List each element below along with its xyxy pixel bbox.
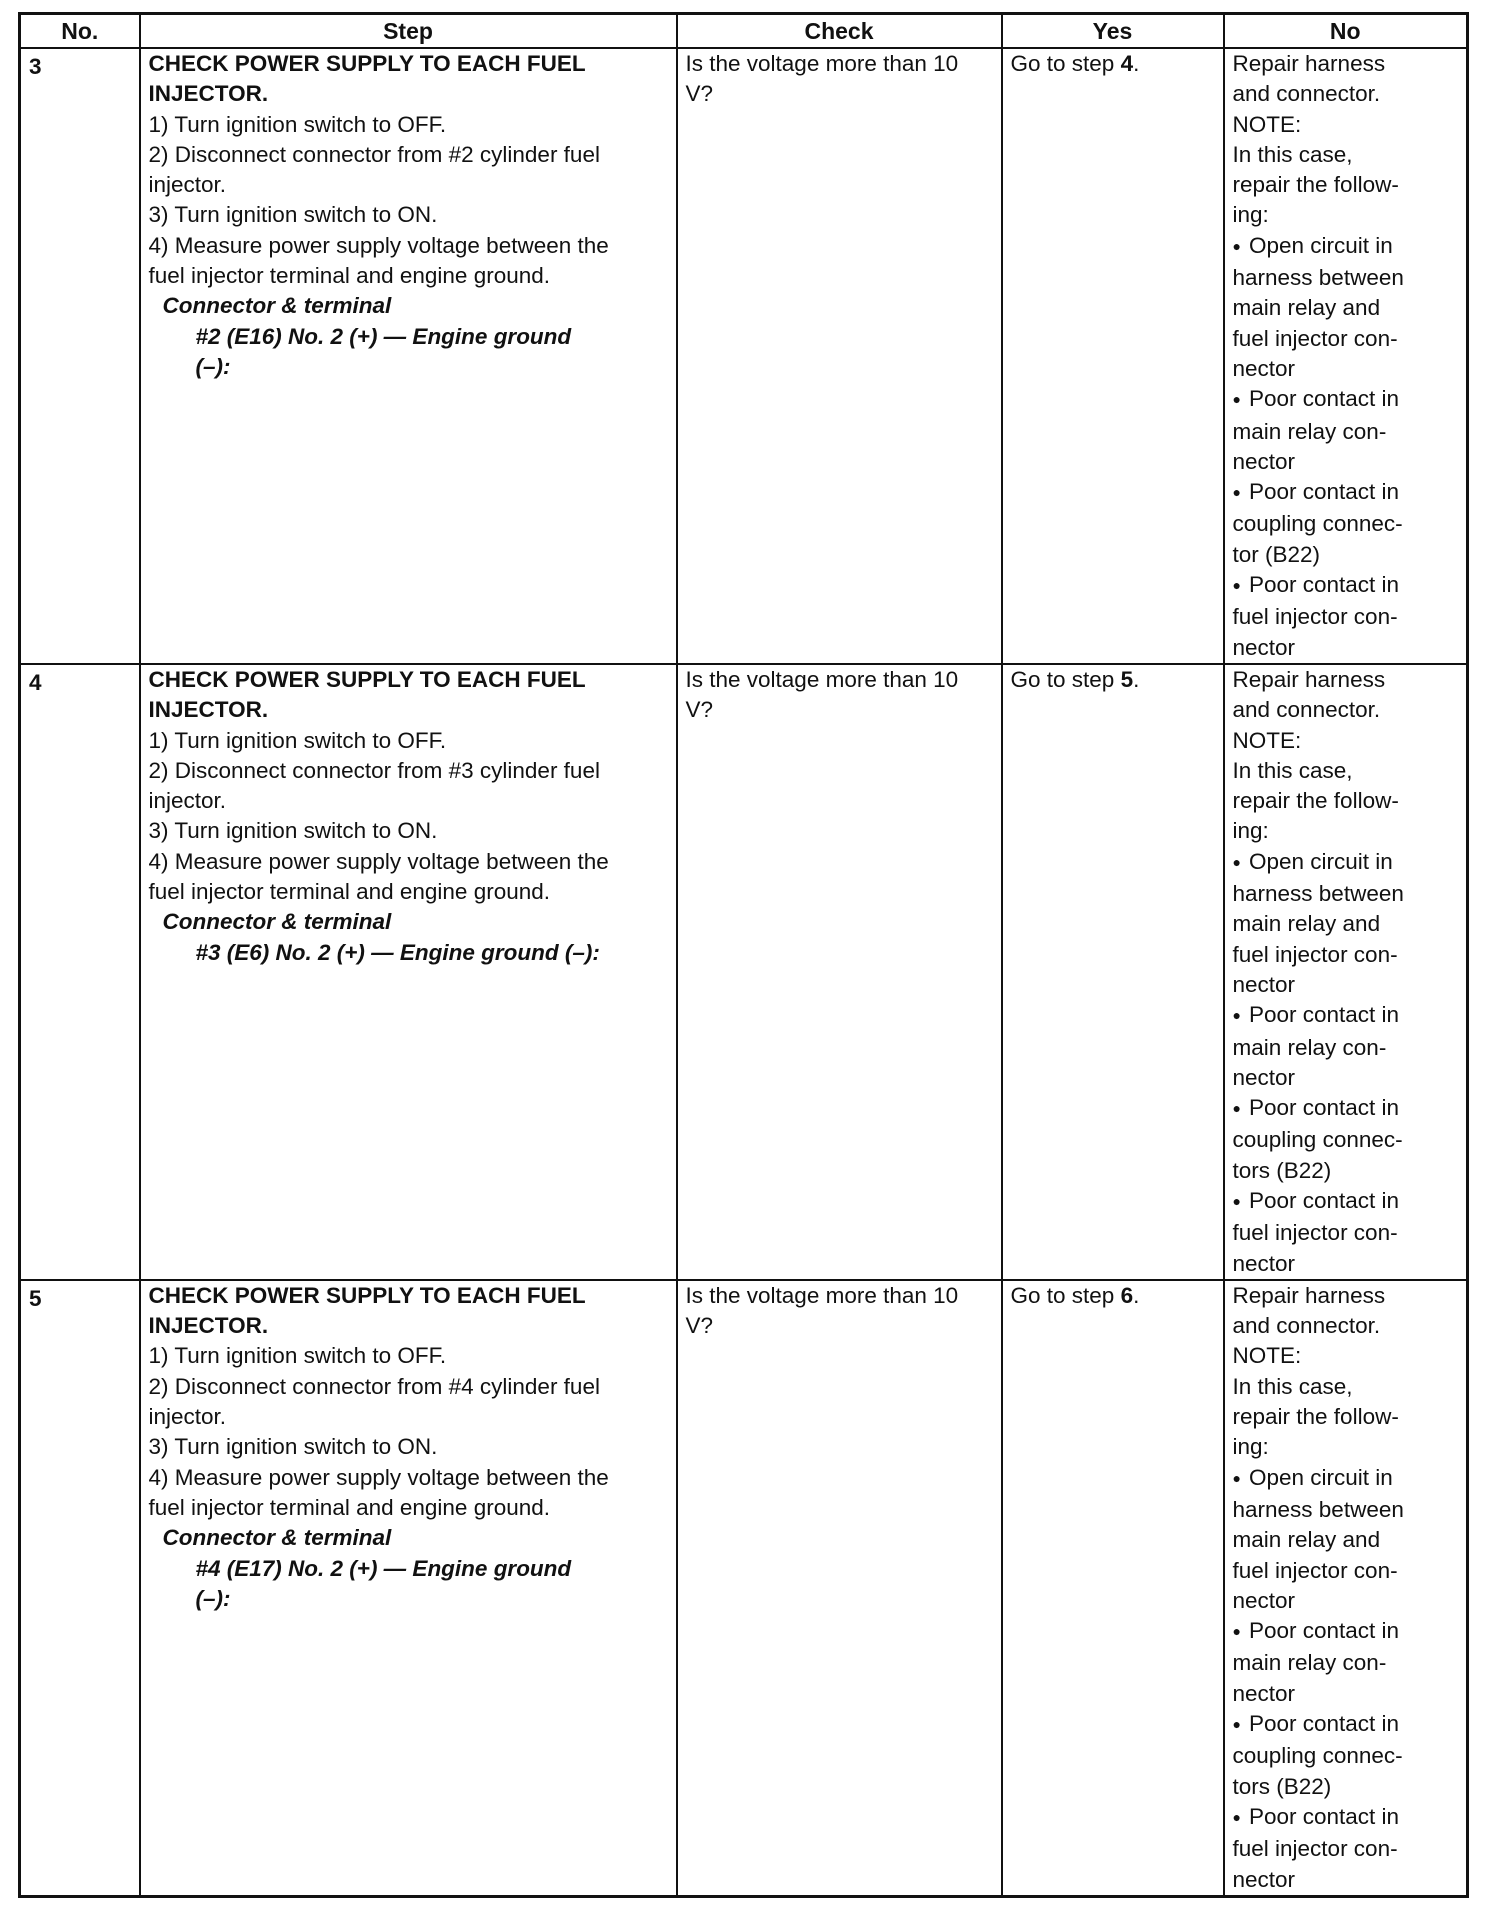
no-text-line: main relay con- — [1232, 418, 1387, 444]
step-instruction: fuel injector terminal and engine ground. — [148, 1494, 551, 1520]
step-instruction: 1) Turn ignition switch to OFF. — [148, 111, 447, 137]
step-instruction: 1) Turn ignition switch to OFF. — [148, 1343, 447, 1369]
step-instruction: injector. — [148, 788, 227, 814]
step-instruction: 2) Disconnect connector from #2 cylinder fuel — [148, 141, 600, 167]
no-text-line: harness between — [1232, 265, 1404, 291]
no-cell — [1224, 48, 1468, 664]
no-text-line: main relay and — [1232, 911, 1381, 937]
no-text-line: nector — [1232, 1250, 1296, 1276]
yes-suffix: . — [1133, 51, 1140, 76]
no-text-line: nector — [1232, 448, 1296, 474]
header-step: Step — [140, 14, 677, 49]
step-title: INJECTOR. — [148, 697, 269, 723]
connector-terminal-label: Connector & terminal — [162, 293, 392, 319]
no-text-line: fuel injector con- — [1232, 1557, 1398, 1583]
yes-step-number: 4 — [1120, 51, 1134, 76]
no-text-line: coupling connec- — [1232, 1743, 1403, 1769]
check-question: Is the voltage more than 10 — [685, 51, 959, 76]
no-text-line: coupling connec- — [1232, 1127, 1403, 1153]
step-instruction: 4) Measure power supply voltage between the — [148, 848, 609, 874]
no-text-line: repair the follow- — [1232, 788, 1399, 814]
no-text-line: repair the follow- — [1232, 1404, 1399, 1430]
no-text-line: repair the follow- — [1232, 172, 1399, 198]
no-text-line: In this case, — [1232, 757, 1353, 783]
yes-step-number: 5 — [1120, 666, 1134, 692]
check-cell — [677, 1280, 1002, 1896]
check-question: Is the voltage more than 10 — [685, 1282, 959, 1308]
step-number: 5 — [20, 1280, 140, 1896]
yes-step-number: 6 — [1120, 1282, 1134, 1308]
header-no-result: No — [1224, 14, 1468, 49]
no-text-line: main relay and — [1232, 1527, 1381, 1553]
bullet-item: ● Poor contact in — [1233, 1186, 1459, 1218]
yes-cell — [1002, 1280, 1224, 1896]
step-instruction: 3) Turn ignition switch to ON. — [148, 818, 438, 844]
step-instruction: 3) Turn ignition switch to ON. — [148, 202, 438, 228]
no-text-line: main relay con- — [1232, 1034, 1387, 1060]
no-text-line: nector — [1232, 1587, 1296, 1613]
check-question: V? — [685, 1313, 714, 1339]
bullet-item: ● Poor contact in — [1233, 1709, 1459, 1741]
yes-cell — [1002, 664, 1224, 1280]
no-cell — [1224, 664, 1468, 1280]
diagnostic-table — [18, 12, 1469, 1898]
connector-terminal-value: (–): — [195, 353, 231, 379]
table-row — [20, 1280, 1468, 1896]
step-title: CHECK POWER SUPPLY TO EACH FUEL — [148, 51, 586, 76]
yes-text: Go to step — [1010, 1282, 1121, 1308]
no-text-line: In this case, — [1232, 141, 1353, 167]
no-text-line: nector — [1232, 355, 1296, 381]
no-text-line: Repair harness — [1232, 1282, 1386, 1308]
step-title: INJECTOR. — [148, 81, 269, 107]
bullet-item: ● Poor contact in — [1233, 1802, 1459, 1834]
bullet-item: ● Open circuit in — [1233, 847, 1459, 879]
yes-text: Go to step — [1010, 666, 1121, 692]
step-instruction: 3) Turn ignition switch to ON. — [148, 1434, 438, 1460]
no-text-line: coupling connec- — [1232, 511, 1403, 537]
bullet-item: ● Poor contact in — [1233, 384, 1459, 416]
step-instruction: 1) Turn ignition switch to OFF. — [148, 727, 447, 753]
no-text-line: In this case, — [1232, 1373, 1353, 1399]
no-cell — [1224, 1280, 1468, 1896]
yes-suffix: . — [1133, 1282, 1140, 1308]
connector-terminal-label: Connector & terminal — [162, 909, 392, 935]
no-text-line: ing: — [1232, 202, 1269, 228]
no-text-line: nector — [1232, 971, 1296, 997]
check-cell — [677, 664, 1002, 1280]
step-instruction: injector. — [148, 1404, 227, 1430]
step-instruction: 2) Disconnect connector from #3 cylinder fuel — [148, 757, 600, 783]
bullet-item: ● Open circuit in — [1233, 1463, 1459, 1495]
no-text-line: main relay and — [1232, 295, 1381, 321]
connector-terminal-value: (–): — [195, 1585, 231, 1611]
no-text-line: fuel injector con- — [1232, 1220, 1398, 1246]
step-instruction: injector. — [148, 172, 227, 198]
step-instruction: 4) Measure power supply voltage between the — [148, 232, 609, 258]
no-text-line: and connector. — [1232, 81, 1381, 107]
connector-terminal-value: #2 (E16) No. 2 (+) — Engine ground — [195, 323, 572, 349]
no-text-line: NOTE: — [1232, 727, 1302, 753]
yes-text: Go to step — [1010, 51, 1121, 76]
bullet-item: ● Open circuit in — [1233, 231, 1459, 263]
no-text-line: Repair harness — [1232, 51, 1386, 76]
step-instruction: 4) Measure power supply voltage between the — [148, 1464, 609, 1490]
no-text-line: ing: — [1232, 1434, 1269, 1460]
step-number: 3 — [20, 48, 140, 664]
bullet-item: ● Poor contact in — [1233, 1000, 1459, 1032]
yes-suffix: . — [1133, 666, 1140, 692]
connector-terminal-value: #3 (E6) No. 2 (+) — Engine ground (–): — [195, 939, 600, 965]
table-row — [20, 664, 1468, 1280]
no-text-line: NOTE: — [1232, 111, 1302, 137]
step-instruction: fuel injector terminal and engine ground. — [148, 879, 551, 905]
bullet-item: ● Poor contact in — [1233, 1616, 1459, 1648]
no-text-line: fuel injector con- — [1232, 941, 1398, 967]
header-check: Check — [677, 14, 1002, 49]
no-text-line: nector — [1232, 634, 1296, 660]
header-yes: Yes — [1002, 14, 1224, 49]
check-question: V? — [685, 697, 714, 723]
yes-cell — [1002, 48, 1224, 664]
step-title: INJECTOR. — [148, 1313, 269, 1339]
no-text-line: nector — [1232, 1866, 1296, 1892]
check-question: V? — [685, 81, 714, 107]
step-cell — [140, 48, 677, 664]
no-text-line: tors (B22) — [1232, 1157, 1332, 1183]
table-header-row — [20, 14, 1468, 49]
step-cell — [140, 1280, 677, 1896]
check-cell — [677, 48, 1002, 664]
connector-terminal-value: #4 (E17) No. 2 (+) — Engine ground — [195, 1555, 572, 1581]
check-question: Is the voltage more than 10 — [685, 666, 959, 692]
no-text-line: and connector. — [1232, 1313, 1381, 1339]
bullet-item: ● Poor contact in — [1233, 477, 1459, 509]
no-text-line: main relay con- — [1232, 1650, 1387, 1676]
step-title: CHECK POWER SUPPLY TO EACH FUEL — [148, 1282, 586, 1308]
no-text-line: fuel injector con- — [1232, 1836, 1398, 1862]
step-instruction: 2) Disconnect connector from #4 cylinder fuel — [148, 1373, 600, 1399]
no-text-line: fuel injector con- — [1232, 604, 1398, 630]
no-text-line: harness between — [1232, 881, 1404, 907]
step-number: 4 — [20, 664, 140, 1280]
no-text-line: tors (B22) — [1232, 1773, 1332, 1799]
no-text-line: tor (B22) — [1232, 541, 1321, 567]
connector-terminal-label: Connector & terminal — [162, 1525, 392, 1551]
bullet-item: ● Poor contact in — [1233, 570, 1459, 602]
no-text-line: nector — [1232, 1064, 1296, 1090]
step-title: CHECK POWER SUPPLY TO EACH FUEL — [148, 666, 586, 692]
table-body — [20, 48, 1468, 1896]
table-row — [20, 48, 1468, 664]
no-text-line: NOTE: — [1232, 1343, 1302, 1369]
no-text-line: harness between — [1232, 1496, 1404, 1522]
no-text-line: nector — [1232, 1680, 1296, 1706]
no-text-line: fuel injector con- — [1232, 325, 1398, 351]
header-no: No. — [20, 14, 140, 49]
no-text-line: and connector. — [1232, 697, 1381, 723]
step-cell — [140, 664, 677, 1280]
step-instruction: fuel injector terminal and engine ground. — [148, 263, 551, 289]
bullet-item: ● Poor contact in — [1233, 1093, 1459, 1125]
no-text-line: Repair harness — [1232, 666, 1386, 692]
no-text-line: ing: — [1232, 818, 1269, 844]
